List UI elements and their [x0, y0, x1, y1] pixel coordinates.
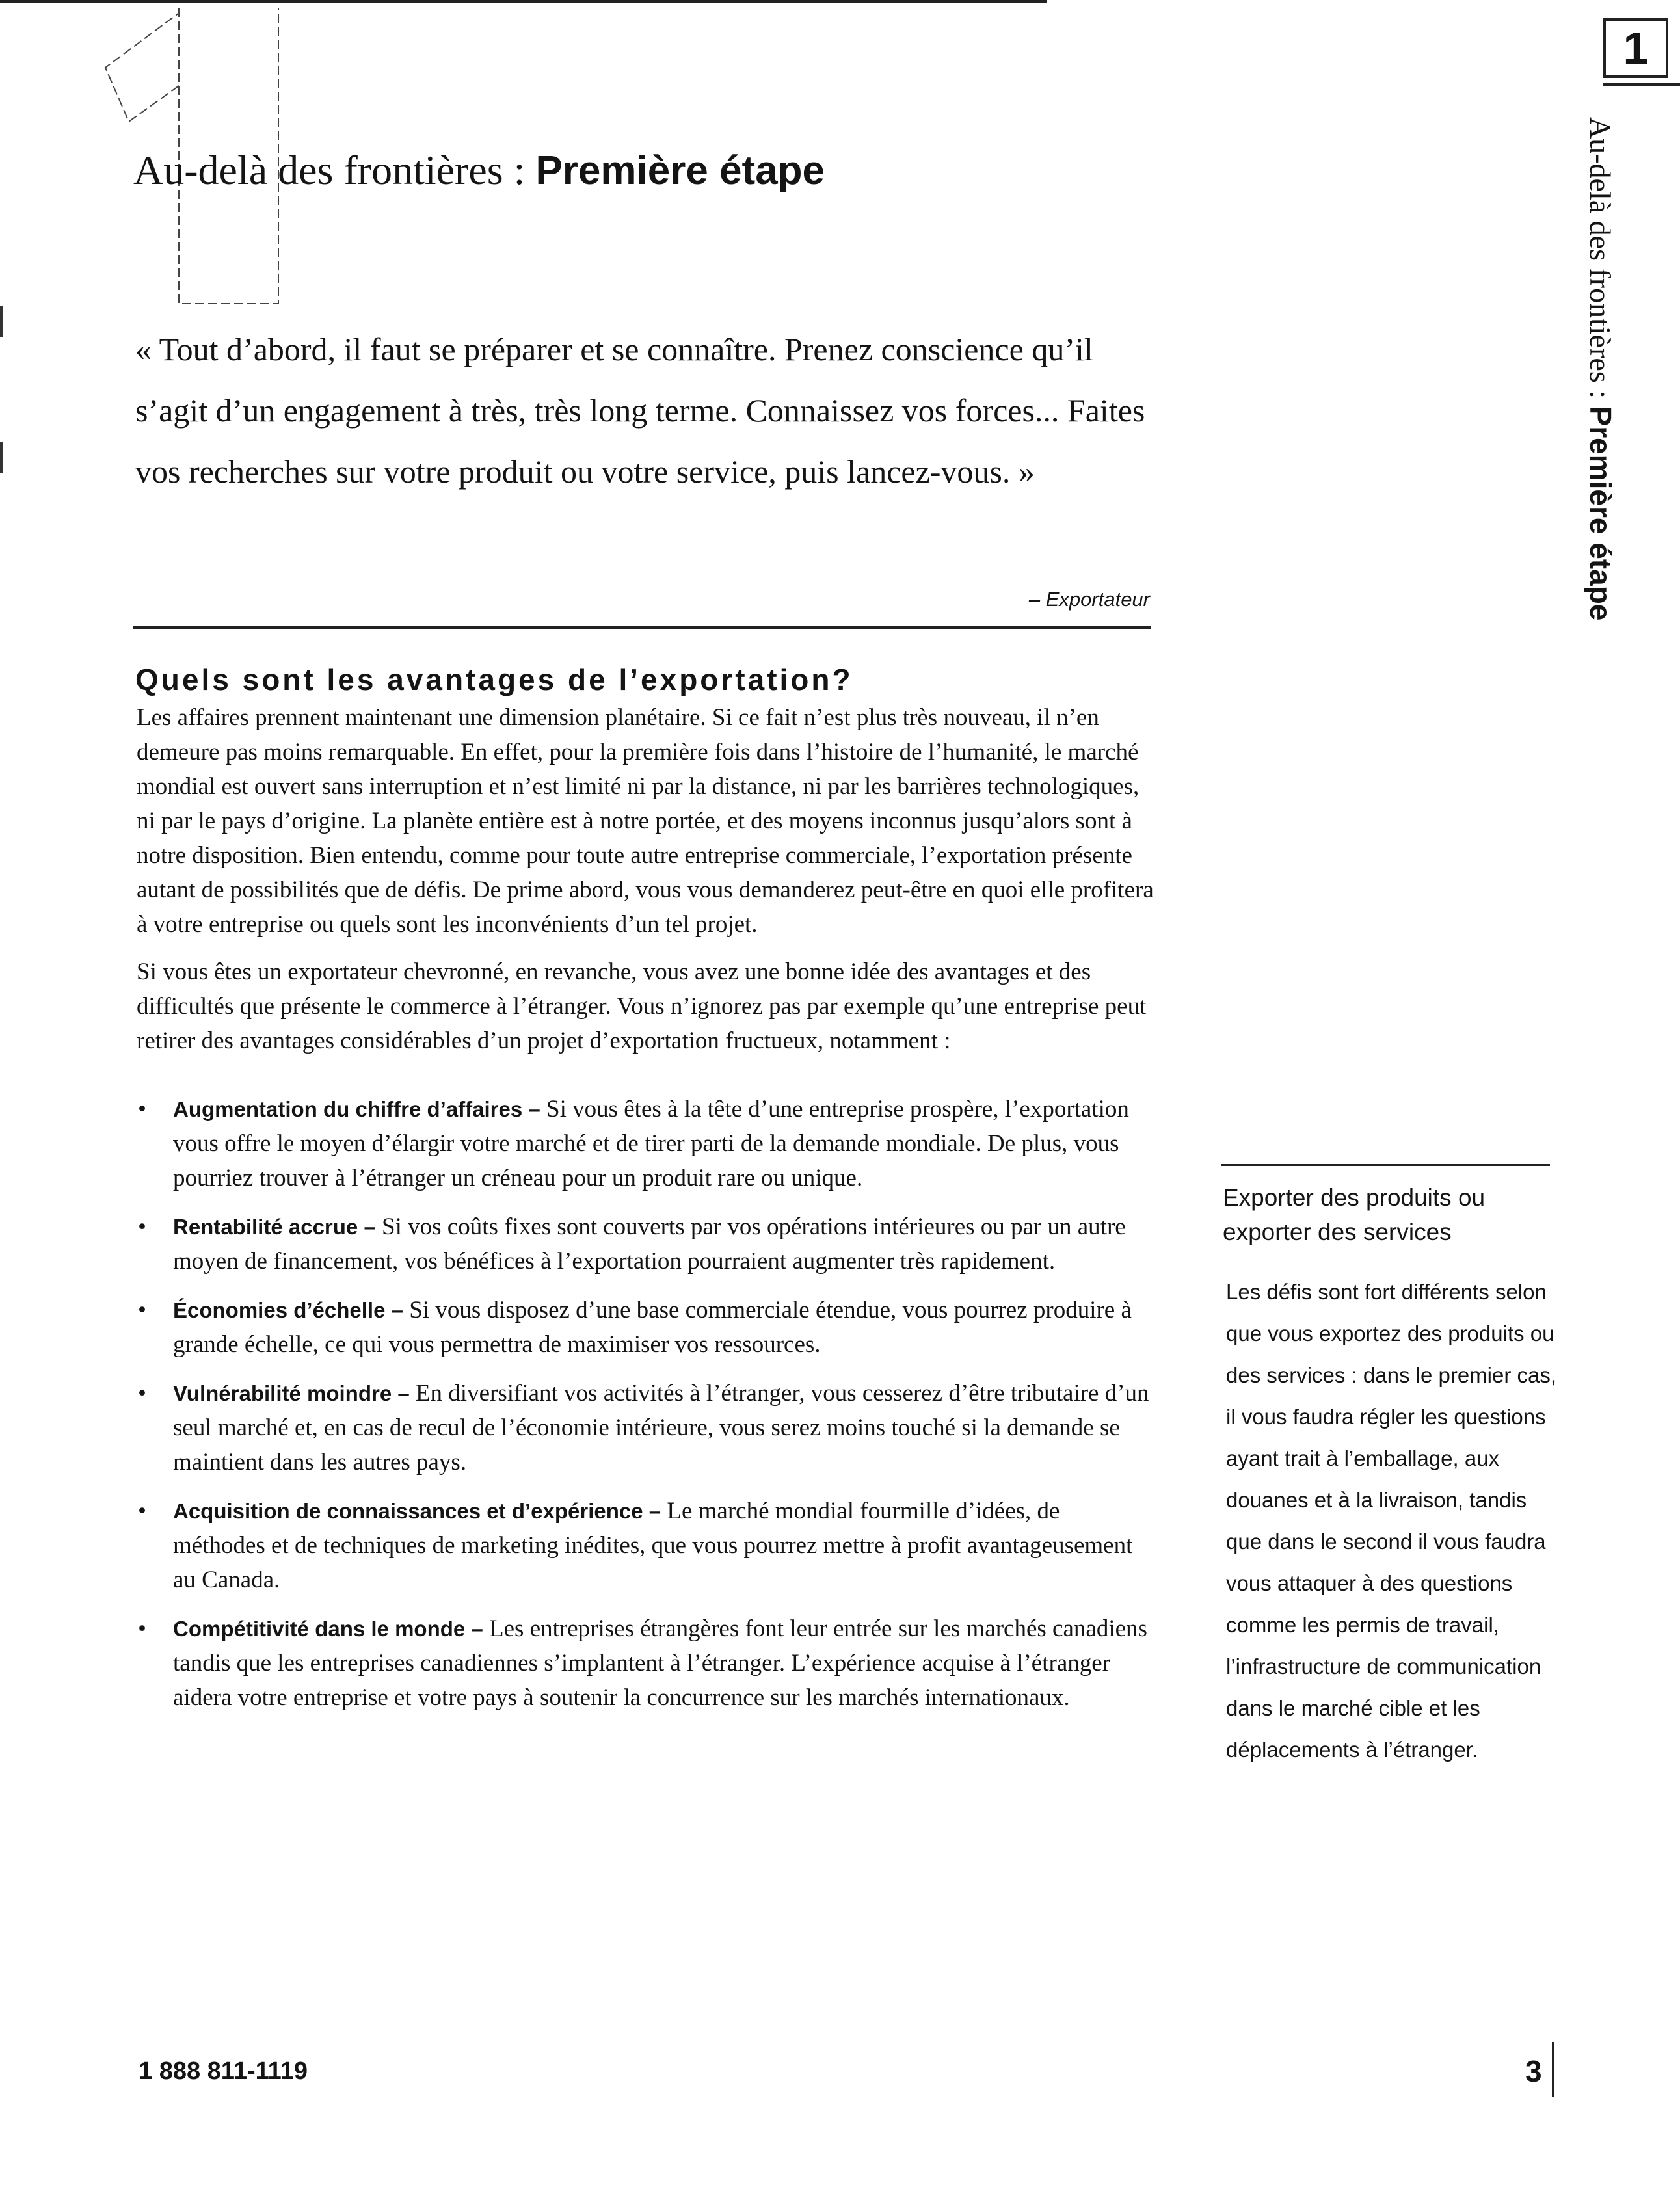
- list-item: [137, 1210, 1154, 1279]
- bullet-text: Si vous êtes à la tête d’une entreprise prospère, l’exportation vous offre le moyen d’élargir votre marché et de tirer parti de la demande mondiale. De plus, vous pourriez trouver à l’étranger un créneau pour un produit rare ou unique.: [173, 1096, 1129, 1191]
- opening-quote: « Tout d’abord, il faut se préparer et se connaître. Prenez conscience qu’il s’agit d’un engagement à très, très long terme. Connaissez vos forces... Faites vos recherches sur votre produit ou votre service, puis lancez-vous. »: [135, 331, 1145, 490]
- main-column: [137, 700, 1154, 1729]
- chapter-number: 1: [1623, 23, 1649, 73]
- page-number-bar: [1552, 2042, 1554, 2097]
- bullet-icon: •: [138, 1615, 146, 1642]
- bullet-term: Vulnérabilité moindre –: [173, 1381, 410, 1405]
- side-running-title: [1583, 117, 1618, 620]
- bullet-text: Si vos coûts fixes sont couverts par vos opérations intérieures ou par un autre moyen de financement, vos bénéfices à l’exportation pourraient augmenter très rapidement.: [173, 1213, 1126, 1275]
- page-number: 3: [1525, 2054, 1542, 2088]
- bullet-term: Compétitivité dans le monde –: [173, 1617, 483, 1641]
- section-heading: Quels sont les avantages de l’exportation?: [135, 663, 853, 696]
- bullet-icon: •: [138, 1213, 146, 1240]
- bullet-icon: •: [138, 1297, 146, 1323]
- list-item: [137, 1092, 1154, 1195]
- footer-phone-number: 1 888 811-1119: [139, 2058, 308, 2085]
- scan-edge-mark: [0, 442, 3, 473]
- list-item: [137, 1611, 1154, 1715]
- bullet-term: Augmentation du chiffre d’affaires –: [173, 1097, 540, 1121]
- quote-divider: [133, 626, 1151, 629]
- page-title-regular: Au-delà des frontières :: [133, 147, 536, 193]
- second-paragraph: Si vous êtes un exportateur chevronné, en revanche, vous avez une bonne idée des avantages et des difficultés que présente le commerce à l’étranger. Vous n’ignorez pas par exemple qu’une entreprise peut retirer des avantages considérables d’un projet d’exportation fructueux, notamment :: [137, 959, 1147, 1054]
- sidebar-body: Les défis sont fort différents selon que vous exportez des produits ou des services : dans le premier cas, il vous faudra régler les questions ayant trait à l’emballage, aux douanes et à la livraison, tandis que dans le second il vous faudra vous attaquer à des questions comme les permis de travail, l’infrastructure de communication dans le marché cible et les déplacements à l’étranger.: [1226, 1280, 1557, 1762]
- top-border-line: [0, 0, 1047, 3]
- intro-paragraph: Les affaires prennent maintenant une dimension planétaire. Si ce fait n’est plus très nouveau, il n’en demeure pas moins remarquable. En effet, pour la première fois dans l’histoire de l’humanité, le marché mondial est ouvert sans interruption et n’est limité ni par la distance, ni par les barrières technologiques, ni par le pays d’origine. La planète entière est à notre portée, et des moyens inconnus jusqu’alors sont à notre disposition. Bien entendu, comme pour toute autre entreprise commerciale, l’exportation présente autant de possibilités que de défis. De prime abord, vous vous demanderez peut-être en quoi elle profitera à votre entreprise ou quels sont les inconvénients d’un tel projet.: [137, 704, 1154, 938]
- bullet-icon: •: [138, 1096, 146, 1122]
- sidebar-divider: [1221, 1164, 1550, 1166]
- list-item: [137, 1293, 1154, 1362]
- side-title-regular: Au-delà des frontières :: [1584, 117, 1617, 406]
- bullet-text: En diversifiant vos activités à l’étranger, vous cesserez d’être tributaire d’un seul marché et, en cas de recul de l’économie intérieure, vous serez moins touché si la demande se maintient dans les autres pays.: [173, 1380, 1149, 1476]
- side-title-bold: Première étape: [1584, 406, 1618, 621]
- bullet-term: Rentabilité accrue –: [173, 1215, 376, 1239]
- list-item: [137, 1494, 1154, 1597]
- chapter-badge-underline: [1603, 83, 1680, 86]
- scan-edge-mark: [0, 306, 3, 337]
- chapter-number-badge: [1603, 18, 1668, 78]
- bullet-term: Économies d’échelle –: [173, 1298, 403, 1322]
- bullet-term: Acquisition de connaissances et d’expérience –: [173, 1499, 661, 1523]
- bullet-text: Les entreprises étrangères font leur entrée sur les marchés canadiens tandis que les entreprises canadiennes s’implantent à l’étranger. L’expérience acquise à l’étranger aidera votre entreprise et votre pays à soutenir la concurrence sur les marchés internationaux.: [173, 1615, 1147, 1711]
- quote-attribution: – Exportateur: [1028, 588, 1150, 611]
- page-title: [133, 146, 825, 194]
- page-title-bold: Première étape: [535, 148, 825, 193]
- advantages-list: [137, 1092, 1154, 1715]
- bullet-icon: •: [138, 1380, 146, 1407]
- bullet-text: Si vous disposez d’une base commerciale étendue, vous pourrez produire à grande échelle, ce qui vous permettra de maximiser vos ressources.: [173, 1297, 1132, 1358]
- bullet-text: Le marché mondial fourmille d’idées, de méthodes et de techniques de marketing inédites, que vous pourrez mettre à profit avantageusement au Canada.: [173, 1498, 1133, 1593]
- list-item: [137, 1376, 1154, 1479]
- bullet-icon: •: [138, 1498, 146, 1524]
- sidebar-title: Exporter des produits ou exporter des services: [1223, 1184, 1486, 1245]
